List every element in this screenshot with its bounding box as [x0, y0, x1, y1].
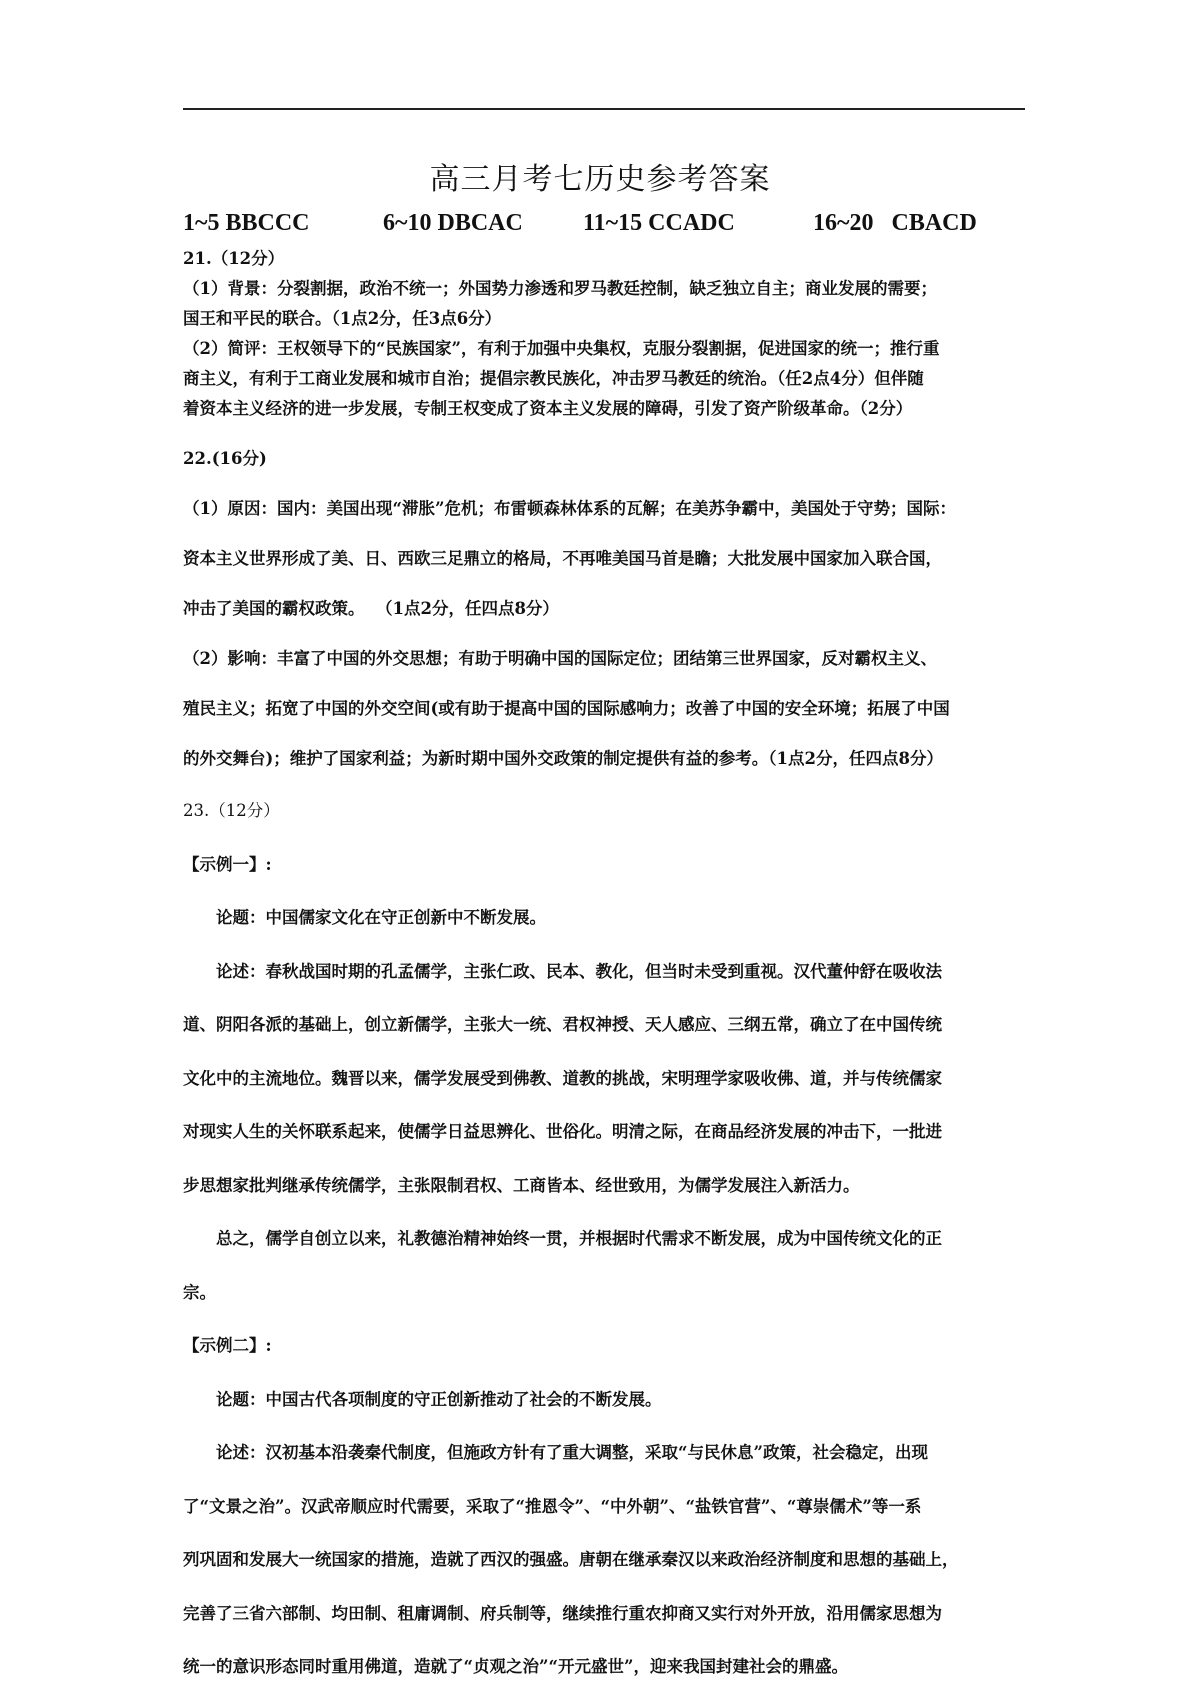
mc-answer-group: 16~20 CBACD [813, 210, 977, 236]
q21-part1-line: （1）背景：分裂割据，政治不统一；外国势力渗透和罗马教廷控制，缺乏独立自主；商业发展的需要； [183, 279, 937, 298]
q22-part2-line: 殖民主义；拓宽了中国的外交空间(或有助于提高中国的国际感响力；改善了中国的安全环境；拓展了中国 [183, 699, 950, 718]
question-23 [183, 784, 1028, 1694]
q21-part2-line: 商主义，有利于工商业发展和城市自治；提倡宗教民族化，冲击罗马教廷的统治。（任2点4分）但伴随 [183, 369, 924, 388]
q21-part2 [183, 334, 1028, 424]
example-2-label: 【示例二】: [183, 1336, 272, 1355]
example-1-summary-line: 总之，儒学自创立以来，礼教德治精神始终一贯，并根据时代需求不断发展，成为中国传统文化的正 [216, 1229, 942, 1248]
question-21 [183, 246, 1028, 424]
mc-answer-group: 1~5 BBCCC [183, 210, 310, 236]
example-1-argument-line: 论述：春秋战国时期的孔孟儒学，主张仁政、民本、教化，但当时未受到重视。汉代董仲舒在吸收法 [216, 961, 942, 981]
page-title: 高三月考七历史参考答案 [429, 162, 771, 197]
top-rule-divider [183, 108, 1025, 110]
example-1-topic: 论题：中国儒家文化在守正创新中不断发展。 [216, 908, 546, 927]
q22-part2-line: （2）影响：丰富了中国的外交思想；有助于明确中国的国际定位；团结第三世界国家，反对霸权主义、 [183, 649, 937, 668]
q21-part2-line: （2）简评：王权领导下的“民族国家”，有利于加强中央集权，克服分裂割据，促进国家的统一；推行重 [183, 339, 940, 358]
example-1-argument-line: 步思想家批判继承传统儒学，主张限制君权、工商皆本、经世致用，为儒学发展注入新活力。 [183, 1175, 860, 1195]
example-1-summary-line: 宗。 [183, 1282, 216, 1302]
q22-part1-line: 冲击了美国的霸权政策。 （1点2分，任四点8分） [183, 599, 559, 618]
question-22-heading: 22.(16分) [183, 449, 267, 468]
mc-answer-group: 11~15 CCADC [583, 210, 735, 236]
q22-part2-line: 的外交舞台)；维护了国家利益；为新时期中国外交政策的制定提供有益的参考。（1点2分，任四点8分） [183, 749, 943, 768]
multiple-choice-answers [183, 210, 1043, 246]
mc-answer-group: 6~10 DBCAC [383, 210, 523, 236]
q22-part1-line: 资本主义世界形成了美、日、西欧三足鼎立的格局，不再唯美国马首是瞻；大批发展中国家加入联合国， [183, 549, 942, 568]
example-2-argument-line: 完善了三省六部制、均田制、租庸调制、府兵制等，继续推行重农抑商又实行对外开放，沿用儒家思想为 [183, 1603, 942, 1623]
q21-part1 [183, 274, 1028, 334]
question-21-heading: 21.（12分） [183, 249, 285, 268]
question-23-heading: 23.（12分） [183, 801, 280, 820]
example-2-argument-line: 了“文景之治”。汉武帝顺应时代需要，采取了“推恩令”、“中外朝”、“盐铁官营”、“尊崇儒术”等一系 [183, 1496, 922, 1516]
q21-part1-line: 国王和平民的联合。（1点2分，任3点6分） [183, 309, 502, 328]
example-2-argument-line: 论述：汉初基本沿袭秦代制度，但施政方针有了重大调整，采取“与民休息”政策，社会稳定，出现 [216, 1443, 928, 1462]
question-22 [183, 434, 1028, 784]
q21-part2-line: 着资本主义经济的进一步发展，专制王权变成了资本主义发展的障碍，引发了资产阶级革命。（2分） [183, 399, 913, 418]
example-2-topic: 论题：中国古代各项制度的守正创新推动了社会的不断发展。 [216, 1389, 662, 1409]
example-1-argument-line: 文化中的主流地位。魏晋以来，儒学发展受到佛教、道教的挑战，宋明理学家吸收佛、道，并与传统儒家 [183, 1068, 942, 1088]
q22-part1-line: （1）原因：国内：美国出现“滞胀”危机；布雷顿森林体系的瓦解；在美苏争霸中，美国处于守势；国际： [183, 499, 956, 518]
example-2-argument-line: 统一的意识形态同时重用佛道，造就了“贞观之治”“开元盛世”，迎来我国封建社会的鼎盛。 [183, 1657, 848, 1676]
answer-content [183, 246, 1028, 1694]
example-1-label: 【示例一】: [183, 854, 272, 874]
example-1-argument-line: 对现实人生的关怀联系起来，使儒学日益思辨化、世俗化。明清之际，在商品经济发展的冲击下，一批进 [183, 1122, 942, 1141]
example-2-argument-line: 列巩固和发展大一统国家的措施，造就了西汉的强盛。唐朝在继承秦汉以来政治经济制度和思想的基础上， [183, 1550, 959, 1569]
example-1-argument-line: 道、阴阳各派的基础上，创立新儒学，主张大一统、君权神授、天人感应、三纲五常，确立了在中国传统 [183, 1015, 942, 1034]
